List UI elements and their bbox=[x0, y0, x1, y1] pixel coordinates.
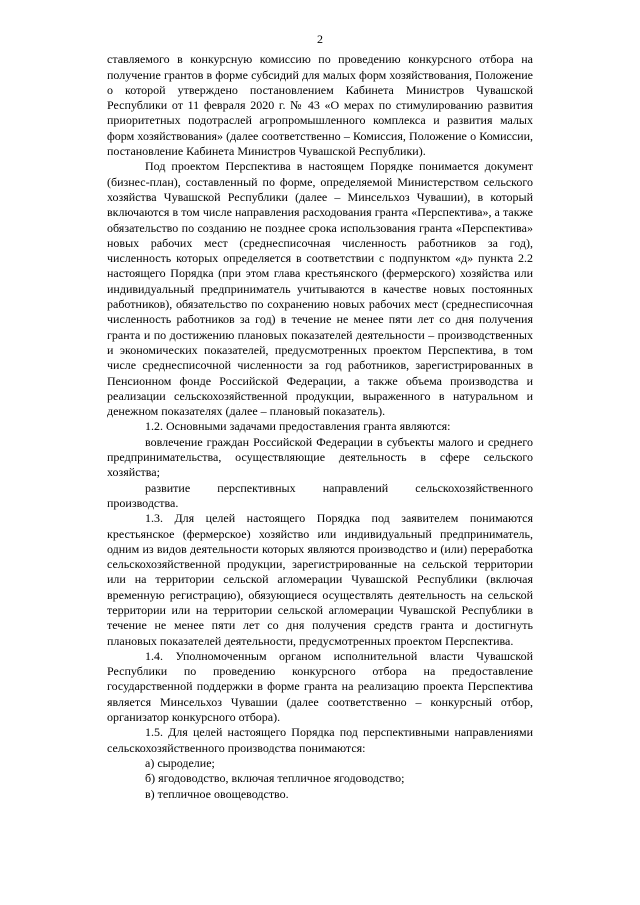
page-number: 2 bbox=[317, 32, 323, 46]
paragraph: 1.3. Для целей настоящего Порядка под заявителем понимаются крестьянское (фермерское) хозяйство или индивидуальный предприниматель, одним из видов деятельности которых являются производство и (или) переработка сельскохозяйственной продукции, зарегистрированные на сельской территории или на территории сельской агломерации Чувашской Республики (включая временную регистрацию), обязующиеся осуществлять деятельность на сельской территории или на территории сельской агломерации Чувашской Республики в течение не менее пяти лет со дня получения средств гранта и достигнуть плановых показателей деятельности, предусмотренных проектом Перспектива. bbox=[107, 511, 533, 648]
list-item: б) ягодоводство, включая тепличное ягодоводство; bbox=[145, 771, 405, 786]
paragraph: 1.5. Для целей настоящего Порядка под перспективными направлениями сельскохозяйственного производства понимаются: bbox=[107, 725, 533, 755]
paragraph: ставляемого в конкурсную комиссию по проведению конкурсного отбора на получение грантов в форме субсидий для малых форм хозяйствования, Положение о которой утверждено постановлением Кабинета Министров Чувашской Республики от 11 февраля 2020 г. № 43 «О мерах по стимулированию развития приоритетных подотраслей агропромышленного комплекса и развития малых форм хозяйствования» (далее соответственно – Комиссия, Положение о Комиссии, постановление Кабинета Министров Чувашской Республики). bbox=[107, 52, 533, 159]
paragraph: вовлечение граждан Российской Федерации в субъекты малого и среднего предпринимательства, осуществляющие деятельность в сфере сельского хозяйства; bbox=[107, 434, 533, 480]
paragraph: развитие перспективных направлений сельскохозяйственного производства. bbox=[107, 480, 533, 510]
list-item: а) сыроделие; bbox=[145, 755, 215, 770]
paragraph: 1.4. Уполномоченным органом исполнительной власти Чувашской Республики по проведению конкурсного отбора на предоставление государственной поддержки в форме гранта на реализацию проекта Перспектива является Минсельхоз Чувашии (далее соответственно – конкурсный отбор, организатор конкурсного отбора). bbox=[107, 648, 533, 725]
document-page bbox=[107, 32, 533, 802]
list-item: в) тепличное овощеводство. bbox=[145, 786, 289, 801]
document-body bbox=[107, 52, 533, 802]
paragraph: Под проектом Перспектива в настоящем Порядке понимается документ (бизнес-план), составленный по форме, определяемой Министерством сельского хозяйства Чувашской Республики (далее – Минсельхоз Чувашии), в который включаются в том числе направления расходования гранта «Перспектива», а также обязательство по созданию не позднее срока использования гранта «Перспектива» новых рабочих мест (среднесписочная численность работников за год), численность которых определяется в соответствии с подпунктом «д» пункта 2.2 настоящего Порядка (при этом глава крестьянского (фермерского) хозяйства или индивидуальный предприниматель учитываются в качестве новых постоянных работников), обязательство по сохранению новых рабочих мест (среднесписочная численность работников за год) в течение не менее пяти лет со дня получения гранта и по достижению плановых показателей деятельности – производственных и экономических показателей, предусмотренных проектом Перспектива, в том числе среднесписочной численности за год работников, зарегистрированных в Пенсионном фонде Российской Федерации, а также объема производства и реализации сельскохозяйственной продукции, выраженного в натуральном и денежном показателях (далее – плановый показатель). bbox=[107, 159, 533, 419]
paragraph: 1.2. Основными задачами предоставления гранта являются: bbox=[145, 419, 451, 434]
